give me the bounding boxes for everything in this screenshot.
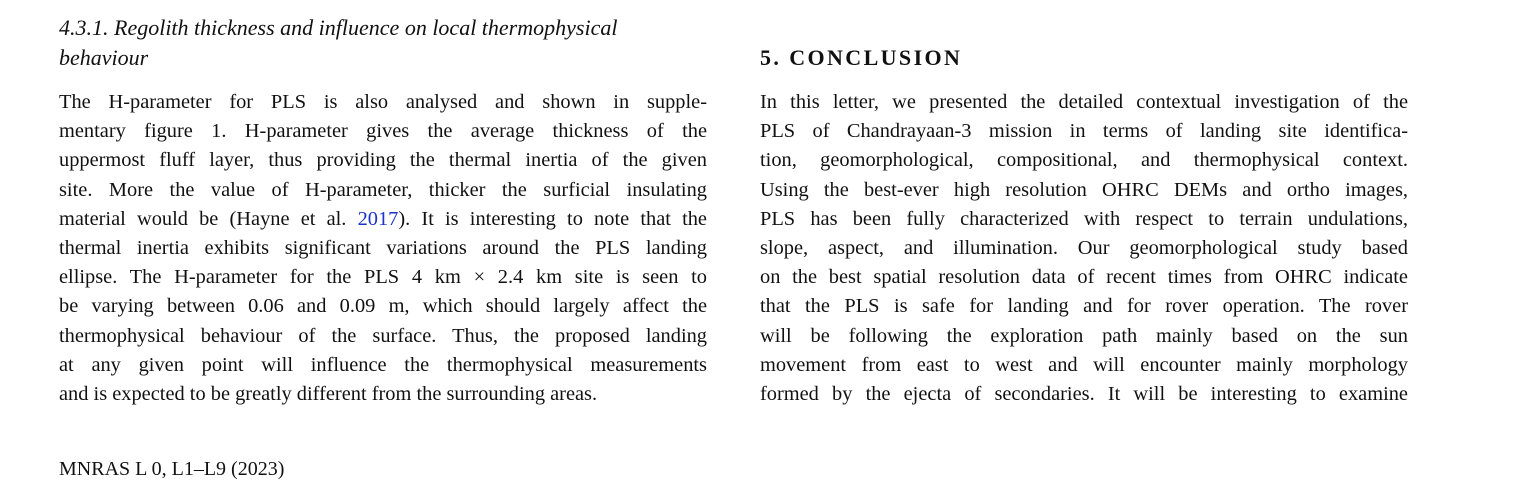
paragraph-line: PLS has been fully characterized with respect to terrain undulations, (760, 207, 1408, 230)
paragraph-line: on the best spatial resolution data of recent times from OHRC indicate (760, 266, 1408, 289)
paragraph-line-with-citation (59, 205, 707, 234)
paragraph-line: thermophysical behaviour of the surface. Thus, the proposed landing (59, 324, 707, 347)
paragraph-line: The H-parameter for PLS is also analysed and shown in supple- (59, 91, 707, 113)
paragraph-line: site. More the value of H-parameter, thicker the surficial insulating (59, 178, 707, 201)
paragraph-line: that the PLS is safe for landing and for rover operation. The rover (760, 295, 1408, 318)
paragraph-line: Using the best-ever high resolution OHRC DEMs and ortho images, (760, 178, 1408, 201)
paragraph-line: be varying between 0.06 and 0.09 m, which should largely affect the (59, 295, 707, 318)
subsection-heading-line: behaviour (59, 45, 149, 70)
paragraph-line: In this letter, we presented the detailed contextual investigation of the (760, 91, 1408, 113)
paragraph-line: thermal inertia exhibits significant variations around the PLS landing (59, 237, 707, 260)
section-heading-conclusion: 5. CONCLUSION (760, 45, 963, 70)
paragraph-text: material would be (Hayne et al. (59, 207, 358, 230)
paragraph-line: will be following the exploration path mainly based on the sun (760, 324, 1408, 347)
paragraph-line: mentary figure 1. H-parameter gives the average thickness of the (59, 120, 707, 143)
journal-footer: MNRAS L 0, L1–L9 (2023) (59, 458, 285, 480)
paragraph-line: at any given point will influence the thermophysical measurements (59, 353, 707, 376)
paragraph-line: movement from east to west and will encounter mainly morphology (760, 353, 1408, 376)
paragraph-text: ). It is interesting to note that the (398, 207, 707, 230)
paragraph-line: formed by the ejecta of secondaries. It will be interesting to examine (760, 383, 1408, 406)
paragraph-line: slope, aspect, and illumination. Our geomorphological study based (760, 237, 1408, 260)
paragraph-line: and is expected to be greatly different from the surrounding areas. (59, 383, 598, 406)
conclusion-paragraph (760, 88, 1408, 409)
citation-link-hayne-2017[interactable]: 2017 (357, 207, 399, 230)
paragraph-line: uppermost fluff layer, thus providing the thermal inertia of the given (59, 149, 707, 172)
h-parameter-paragraph (59, 88, 707, 409)
subsection-heading (59, 13, 709, 73)
paragraph-line: ellipse. The H-parameter for the PLS 4 km × 2.4 km site is seen to (59, 266, 707, 289)
paragraph-line: tion, geomorphological, compositional, and thermophysical context. (760, 149, 1408, 172)
paragraph-line: PLS of Chandrayaan-3 mission in terms of landing site identifica- (760, 120, 1408, 143)
subsection-heading-line: 4.3.1. Regolith thickness and influence on local thermophysical (59, 15, 618, 40)
